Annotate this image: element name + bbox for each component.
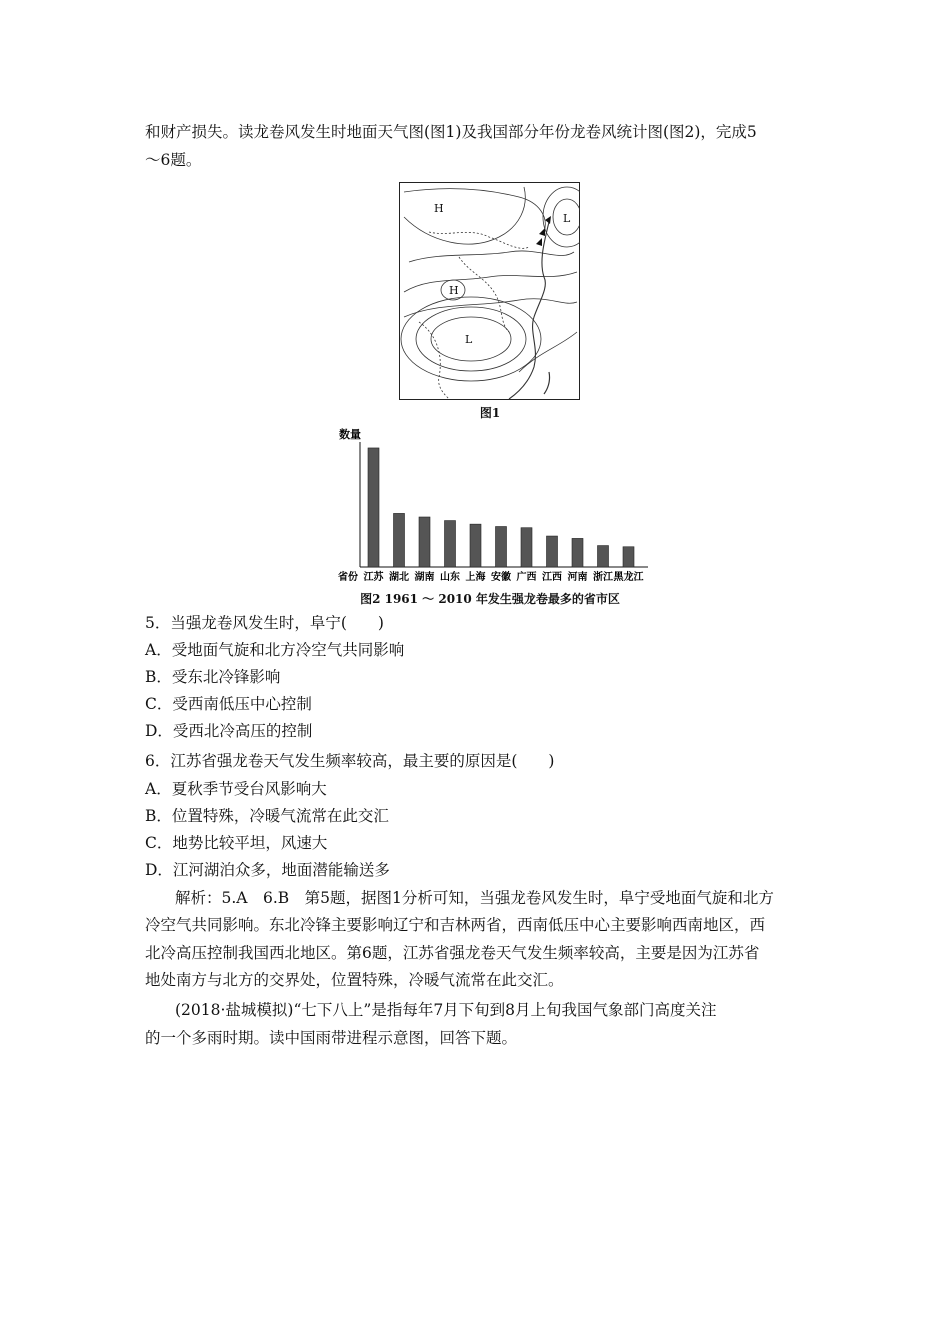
question-6-option-c: C．地势比较平坦，风速大 xyxy=(145,834,328,852)
x-axis-label: 省份 xyxy=(338,572,358,583)
bar-2 xyxy=(394,513,405,567)
intro-line-2: ～6题。 xyxy=(145,151,202,169)
x-tick-label: 江西 xyxy=(542,572,562,583)
x-tick-label: 上海 xyxy=(465,572,486,583)
question-5: 5．当强龙卷风发生时，阜宁( ) xyxy=(145,614,384,632)
question-6-option-d: D．江河湖泊众多，地面潜能输送多 xyxy=(145,861,390,879)
intro-line-1: 和财产损失。读龙卷风发生时地面天气图(图1)及我国部分年份龙卷风统计图(图2)，完成5 xyxy=(145,123,757,141)
analysis-line-3: 北冷高压控制我国西北地区。第6题，江苏省强龙卷天气发生频率较高，主要是因为江苏省 xyxy=(145,944,760,962)
low-pressure-label-1: L xyxy=(563,212,571,225)
x-tick-label: 河南 xyxy=(567,572,588,583)
x-tick-label: 广西 xyxy=(516,572,537,583)
high-pressure-label-1: H xyxy=(434,202,444,215)
bar-3 xyxy=(419,517,430,567)
question-5-option-a: A．受地面气旋和北方冷空气共同影响 xyxy=(145,641,405,659)
figure2-caption: 图2 1961 ～ 2010 年发生强龙卷最多的省市区 xyxy=(360,592,620,606)
question-5-option-b: B．受东北冷锋影响 xyxy=(145,668,281,686)
bar-6 xyxy=(496,527,507,567)
bar-4 xyxy=(445,521,456,567)
question-6-option-b: B．位置特殊，冷暖气流常在此交汇 xyxy=(145,807,389,825)
bar-1 xyxy=(368,448,379,567)
bar-8 xyxy=(547,536,558,567)
low-pressure-label-2: L xyxy=(465,333,473,346)
question-5-option-c: C．受西南低压中心控制 xyxy=(145,695,312,713)
analysis-line-1: 解析：5.A 6.B 第5题，据图1分析可知，当强龙卷风发生时，阜宁受地面气旋和北方 xyxy=(175,889,774,907)
next-intro-line-2: 的一个多雨时期。读中国雨带进程示意图，回答下题。 xyxy=(145,1029,518,1047)
weather-map xyxy=(399,182,580,400)
bar-11 xyxy=(623,547,634,567)
x-tick-label: 山东 xyxy=(440,572,460,583)
bar-9 xyxy=(572,538,583,567)
analysis-line-4: 地处南方与北方的交界处，位置特殊，冷暖气流常在此交汇。 xyxy=(145,971,564,989)
x-tick-label: 浙江 xyxy=(593,572,613,583)
x-tick-label: 湖北 xyxy=(389,572,409,583)
x-tick-label: 黑龙江 xyxy=(613,572,644,583)
y-axis-label: 数量 xyxy=(339,428,361,441)
question-5-option-d: D．受西北冷高压的控制 xyxy=(145,722,313,740)
x-tick-label: 湖南 xyxy=(414,572,435,583)
bar-5 xyxy=(470,524,481,567)
question-6-option-a: A．夏秋季节受台风影响大 xyxy=(145,780,327,798)
x-tick-label: 安徽 xyxy=(491,572,511,583)
bar-10 xyxy=(598,546,609,567)
analysis-line-2: 冷空气共同影响。东北冷锋主要影响辽宁和吉林两省，西南低压中心主要影响西南地区，西 xyxy=(145,916,766,934)
next-intro-line-1: (2018·盐城模拟)“七下八上”是指每年7月下旬到8月上旬我国气象部门高度关注 xyxy=(175,1001,717,1019)
question-6: 6．江苏省强龙卷天气发生频率较高，最主要的原因是( ) xyxy=(145,752,555,770)
high-pressure-label-2: H xyxy=(449,284,459,297)
figure1-caption: 图1 xyxy=(479,406,501,420)
bar-7 xyxy=(521,528,532,567)
x-tick-label: 江苏 xyxy=(363,572,384,583)
